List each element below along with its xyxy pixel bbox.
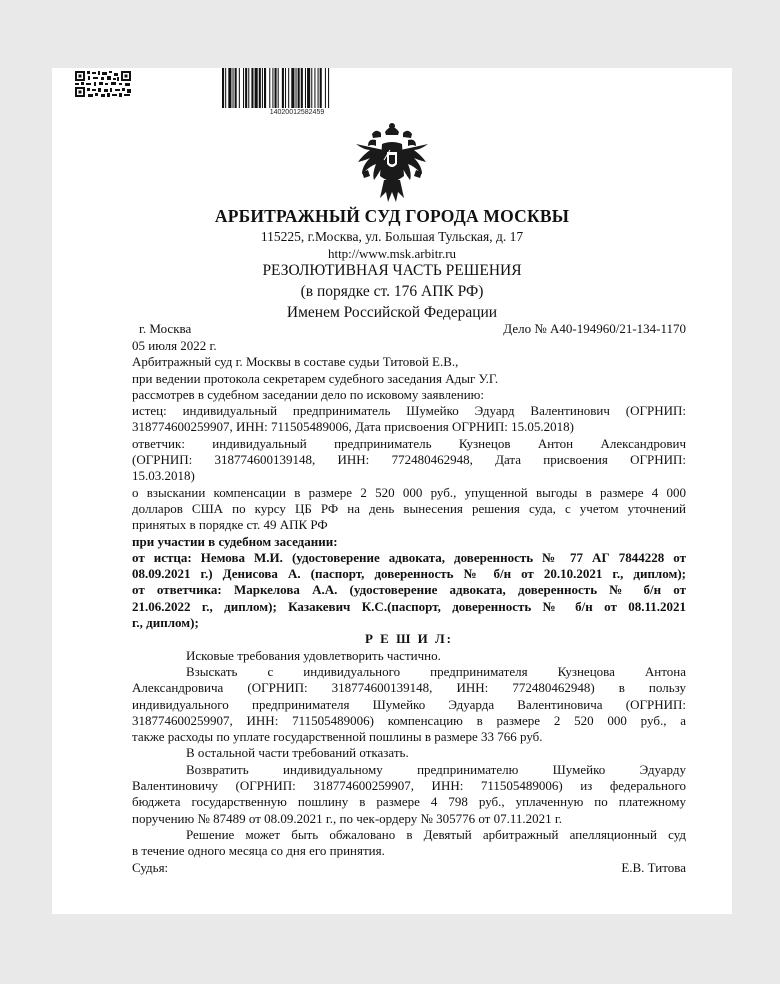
defendant-representative-line: г., диплом); [132,615,199,631]
document-body [132,338,686,876]
decision-heading: Р Е Ш И Л: [364,631,453,647]
plaintiff-line: истец: индивидуальный предприниматель Шумейко Эдуард Валентинович (ОГРНИП: [132,403,686,419]
court-address: 115225, г.Москва, ул. Большая Тульская, д. 17 [260,229,524,244]
judge-label: Судья: [132,859,169,875]
barcode-icon [222,68,372,108]
decision-paragraph: Исковые требования удовлетворить частично. [186,647,441,663]
claim-subject-line: о взыскании компенсации в размере 2 520 000 руб., упущенной выгоды в размере 4 000 [132,484,686,500]
document-page [52,68,732,914]
decision-paragraph: В остальной части требований отказать. [186,745,409,761]
defendant-line: ответчик: индивидуальный предприниматель Кузнецов Антон Александрович [132,435,686,451]
decision-paragraph: Взыскать с индивидуального предпринимателя Кузнецова Антона [186,663,686,679]
appeal-paragraph: в течение одного месяца со дня его принятия. [132,843,385,859]
court-name: АРБИТРАЖНЫЙ СУД ГОРОДА МОСКВЫ [214,206,570,226]
plaintiff-representative-line: от истца: Немова М.И. (удостоверение адвоката, доверенность № 77 АГ 7844228 от [132,549,686,565]
double-headed-eagle-emblem-icon [354,120,430,206]
court-website: http://www.msk.arbitr.ru [327,246,457,261]
court-secretary: при ведении протокола секретарем судебного заседания Адыг У.Г. [132,370,499,386]
case-number: Дело № А40-194960/21-134-1170 [503,321,686,336]
plaintiff-representative-line: 08.09.2021 г.) Денисова А. (паспорт, доверенность № б/н от 20.10.2021 г., диплом); [132,566,686,582]
defendant-representative-line: от ответчика: Маркелова А.А. (удостоверение адвоката, доверенность № б/н от [132,582,686,598]
decision-paragraph: индивидуального предпринимателя Шумейко Эдуарда Валентиновича (ОГРНИП: [132,696,686,712]
plaintiff-line: 318774600259907, ИНН: 711505489006, Дата присвоения ОГРНИП: 15.05.2018) [132,419,574,435]
document-preamble: Именем Российской Федерации [286,304,498,321]
judge-name: Е.В. Титова [621,859,686,875]
claim-subject-line: принятых в порядке ст. 49 АПК РФ [132,517,328,533]
claim-subject-line: долларов США по курсу ЦБ РФ на день вынесения решения суда, с учетом уточнений [132,500,686,516]
defendant-line: 15.03.2018) [132,468,195,484]
document-subtitle: (в порядке ст. 176 АПК РФ) [300,283,484,300]
court-composition: Арбитражный суд г. Москвы в составе судьи Титовой Е.В., [132,354,459,370]
decision-paragraph: также расходы по уплате государственной пошлины в размере 33 766 руб. [132,729,543,745]
defendant-representative-line: 21.06.2022 г., диплом); Казакевич К.С.(паспорт, доверенность № б/н от 08.11.2021 [132,598,686,614]
case-consideration: рассмотрев в судебном заседании дело по исковому заявлению: [132,386,484,402]
city: г. Москва [139,321,192,336]
decision-paragraph: Александровича (ОГРНИП: 318774600139148, ИНН: 772480462948) в пользу [132,680,686,696]
document-title: РЕЗОЛЮТИВНАЯ ЧАСТЬ РЕШЕНИЯ [262,262,522,279]
signature-line [132,860,686,876]
barcode-number: 14020012582459 [269,109,325,116]
defendant-line: (ОГРНИП: 318774600139148, ИНН: 772480462948, Дата присвоения ОГРНИП: [132,452,686,468]
participation-heading: при участии в судебном заседании: [132,533,338,549]
decision-paragraph: 318774600259907, ИНН: 711505489006) компенсацию в размере 2 520 000 руб., а [132,712,686,728]
decision-paragraph: бюджета государственную пошлину в размере 4 798 руб., уплаченную по платежному [132,794,686,810]
qr-code-icon [74,70,132,98]
decision-paragraph: Валентиновичу (ОГРНИП: 318774600259907, ИНН: 711505489006) из федерального [132,778,686,794]
decision-date: 05 июля 2022 г. [132,338,217,353]
decision-paragraph: Возвратить индивидуальному предпринимателю Шумейко Эдуарду [186,761,686,777]
decision-paragraph: поручению № 87489 от 08.09.2021 г., по чек-ордеру № 305776 от 07.11.2021 г. [132,810,562,826]
appeal-paragraph: Решение может быть обжаловано в Девятый арбитражный апелляционный суд [186,826,686,842]
